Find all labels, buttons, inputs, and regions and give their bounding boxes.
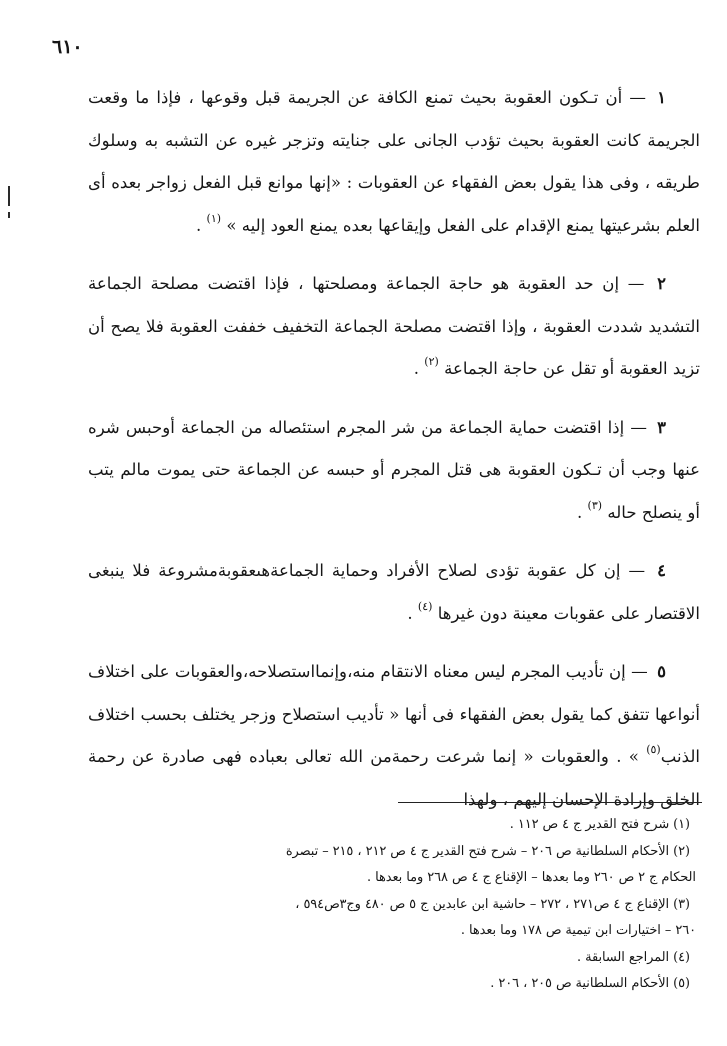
paragraph-tail: » . والعقوبات « إنما شرعت رحمةمن الله تعالى بعباده فهى صادرة عن رحمة الخلق وإرادة الإحسان إليهم ، ولهذا bbox=[88, 747, 700, 809]
footnote-1: (١) شرح فتح القدير ج ٤ ص ١١٢ . bbox=[509, 817, 690, 832]
main-text bbox=[88, 76, 700, 836]
paragraph-1 bbox=[88, 76, 700, 247]
footnote-ref: (٤) bbox=[417, 599, 433, 613]
footnote-3-continued: ٢٦٠ – اختيارات ابن تيمية ص ١٧٨ وما بعدها . bbox=[460, 923, 696, 938]
paragraph-2 bbox=[88, 262, 700, 391]
paragraph-number: ٢ bbox=[657, 273, 666, 293]
page-number: ٦١٠ bbox=[52, 36, 83, 58]
footnote-4: (٤) المراجع السابقة . bbox=[577, 949, 690, 965]
footnote-2: (٢) الأحكام السلطانية ص ٢٠٦ – شرح فتح القدير ج ٤ ص ٢١٢ ، ٢١٥ – تبصرة bbox=[285, 843, 690, 859]
footnotes bbox=[96, 812, 696, 998]
paragraph-text: — إن حد العقوبة هو حاجة الجماعة ومصلحتها ، فإذا اقتضت مصلحة الجماعة التشديد شددت العقوبة ، وإذا اقتضت مصلحة الجماعة التخفيف خففت العقوبة فلا يصح أن تزيد العقوبة أو تقل عن حاجة الجماعة bbox=[88, 274, 700, 378]
paragraph-text: — إن كل عقوبة تؤدى لصلاح الأفراد وحماية الجماعةهىعقوبةمشروعة فلا ينبغى الاقتصار على عقوبات معينة دون غيرها bbox=[88, 561, 700, 623]
paragraph-4 bbox=[88, 549, 700, 635]
footnote-5: (٥) الأحكام السلطانية ص ٢٠٥ ، ٢٠٦ . bbox=[490, 976, 690, 991]
footnote-divider bbox=[398, 802, 702, 803]
paragraph-tail: . bbox=[413, 359, 425, 378]
paragraph-3 bbox=[88, 406, 700, 535]
footnote-3: (٣) الإقناع ج ٤ ص٢٧١ ، ٢٧٢ – حاشية ابن عابدين ج ٥ ص ٤٨٠ وج٣ص٥٩٤ ، bbox=[295, 896, 690, 912]
footnote-ref: (٥) bbox=[646, 743, 661, 756]
footnote-2-continued: الحكام ج ٢ ص ٢٦٠ وما بعدها – الإقناع ج ٤ ص ٢٦٨ وما بعدها . bbox=[366, 870, 696, 885]
page-edge-mark bbox=[8, 186, 10, 206]
paragraph-number: ٥ bbox=[657, 661, 666, 681]
paragraph-tail: . bbox=[407, 603, 418, 623]
paragraph-tail: . bbox=[195, 215, 207, 235]
paragraph-text: — إذا اقتضت حماية الجماعة من شر المجرم استئصاله من الجماعة أوحبس شره عنها وجب أن تـكون العقوبة هى قتل المجرم أو حبسه عن الجماعة حتى يموت مالم يتب أو ينصلح حاله bbox=[88, 417, 700, 522]
footnote-ref: (٢) bbox=[424, 355, 439, 368]
paragraph-text: — إن تأديب المجرم ليس معناه الانتقام منه،وإنمااستصلاحه،والعقوبات على اختلاف أنواعها تتفق كما يقول بعض الفقهاء فى أنها « تأديب استصلاح وزجر يختلف بحسب اختلاف الذنب bbox=[88, 662, 700, 766]
paragraph-5 bbox=[88, 650, 700, 821]
paragraph-number: ٣ bbox=[657, 416, 666, 437]
paragraph-text: — أن تـكون العقوبة بحيث تمنع الكافة عن الجريمة قبل وقوعها ، فإذا ما وقعت الجريمة كانت العقوبة بحيث تؤدب الجانى على جنايته وتزجر غيره عن التشبه به وسلوك طريقه ، وفى هذا يقول بعض الفقهاء عن العقوبات : «إنها موانع قبل الفعل زواجر بعده أى العلم بشرعيتها يمنع الإقدام على الفعل وإيقاعها بعده يمنع العود إليه » bbox=[88, 88, 700, 235]
page-edge-mark bbox=[8, 212, 10, 218]
paragraph-tail: . bbox=[576, 502, 588, 522]
footnote-ref: (٣) bbox=[587, 498, 603, 512]
paragraph-number: ١ bbox=[657, 87, 666, 107]
footnote-ref: (١) bbox=[206, 211, 222, 225]
paragraph-number: ٤ bbox=[657, 560, 666, 580]
